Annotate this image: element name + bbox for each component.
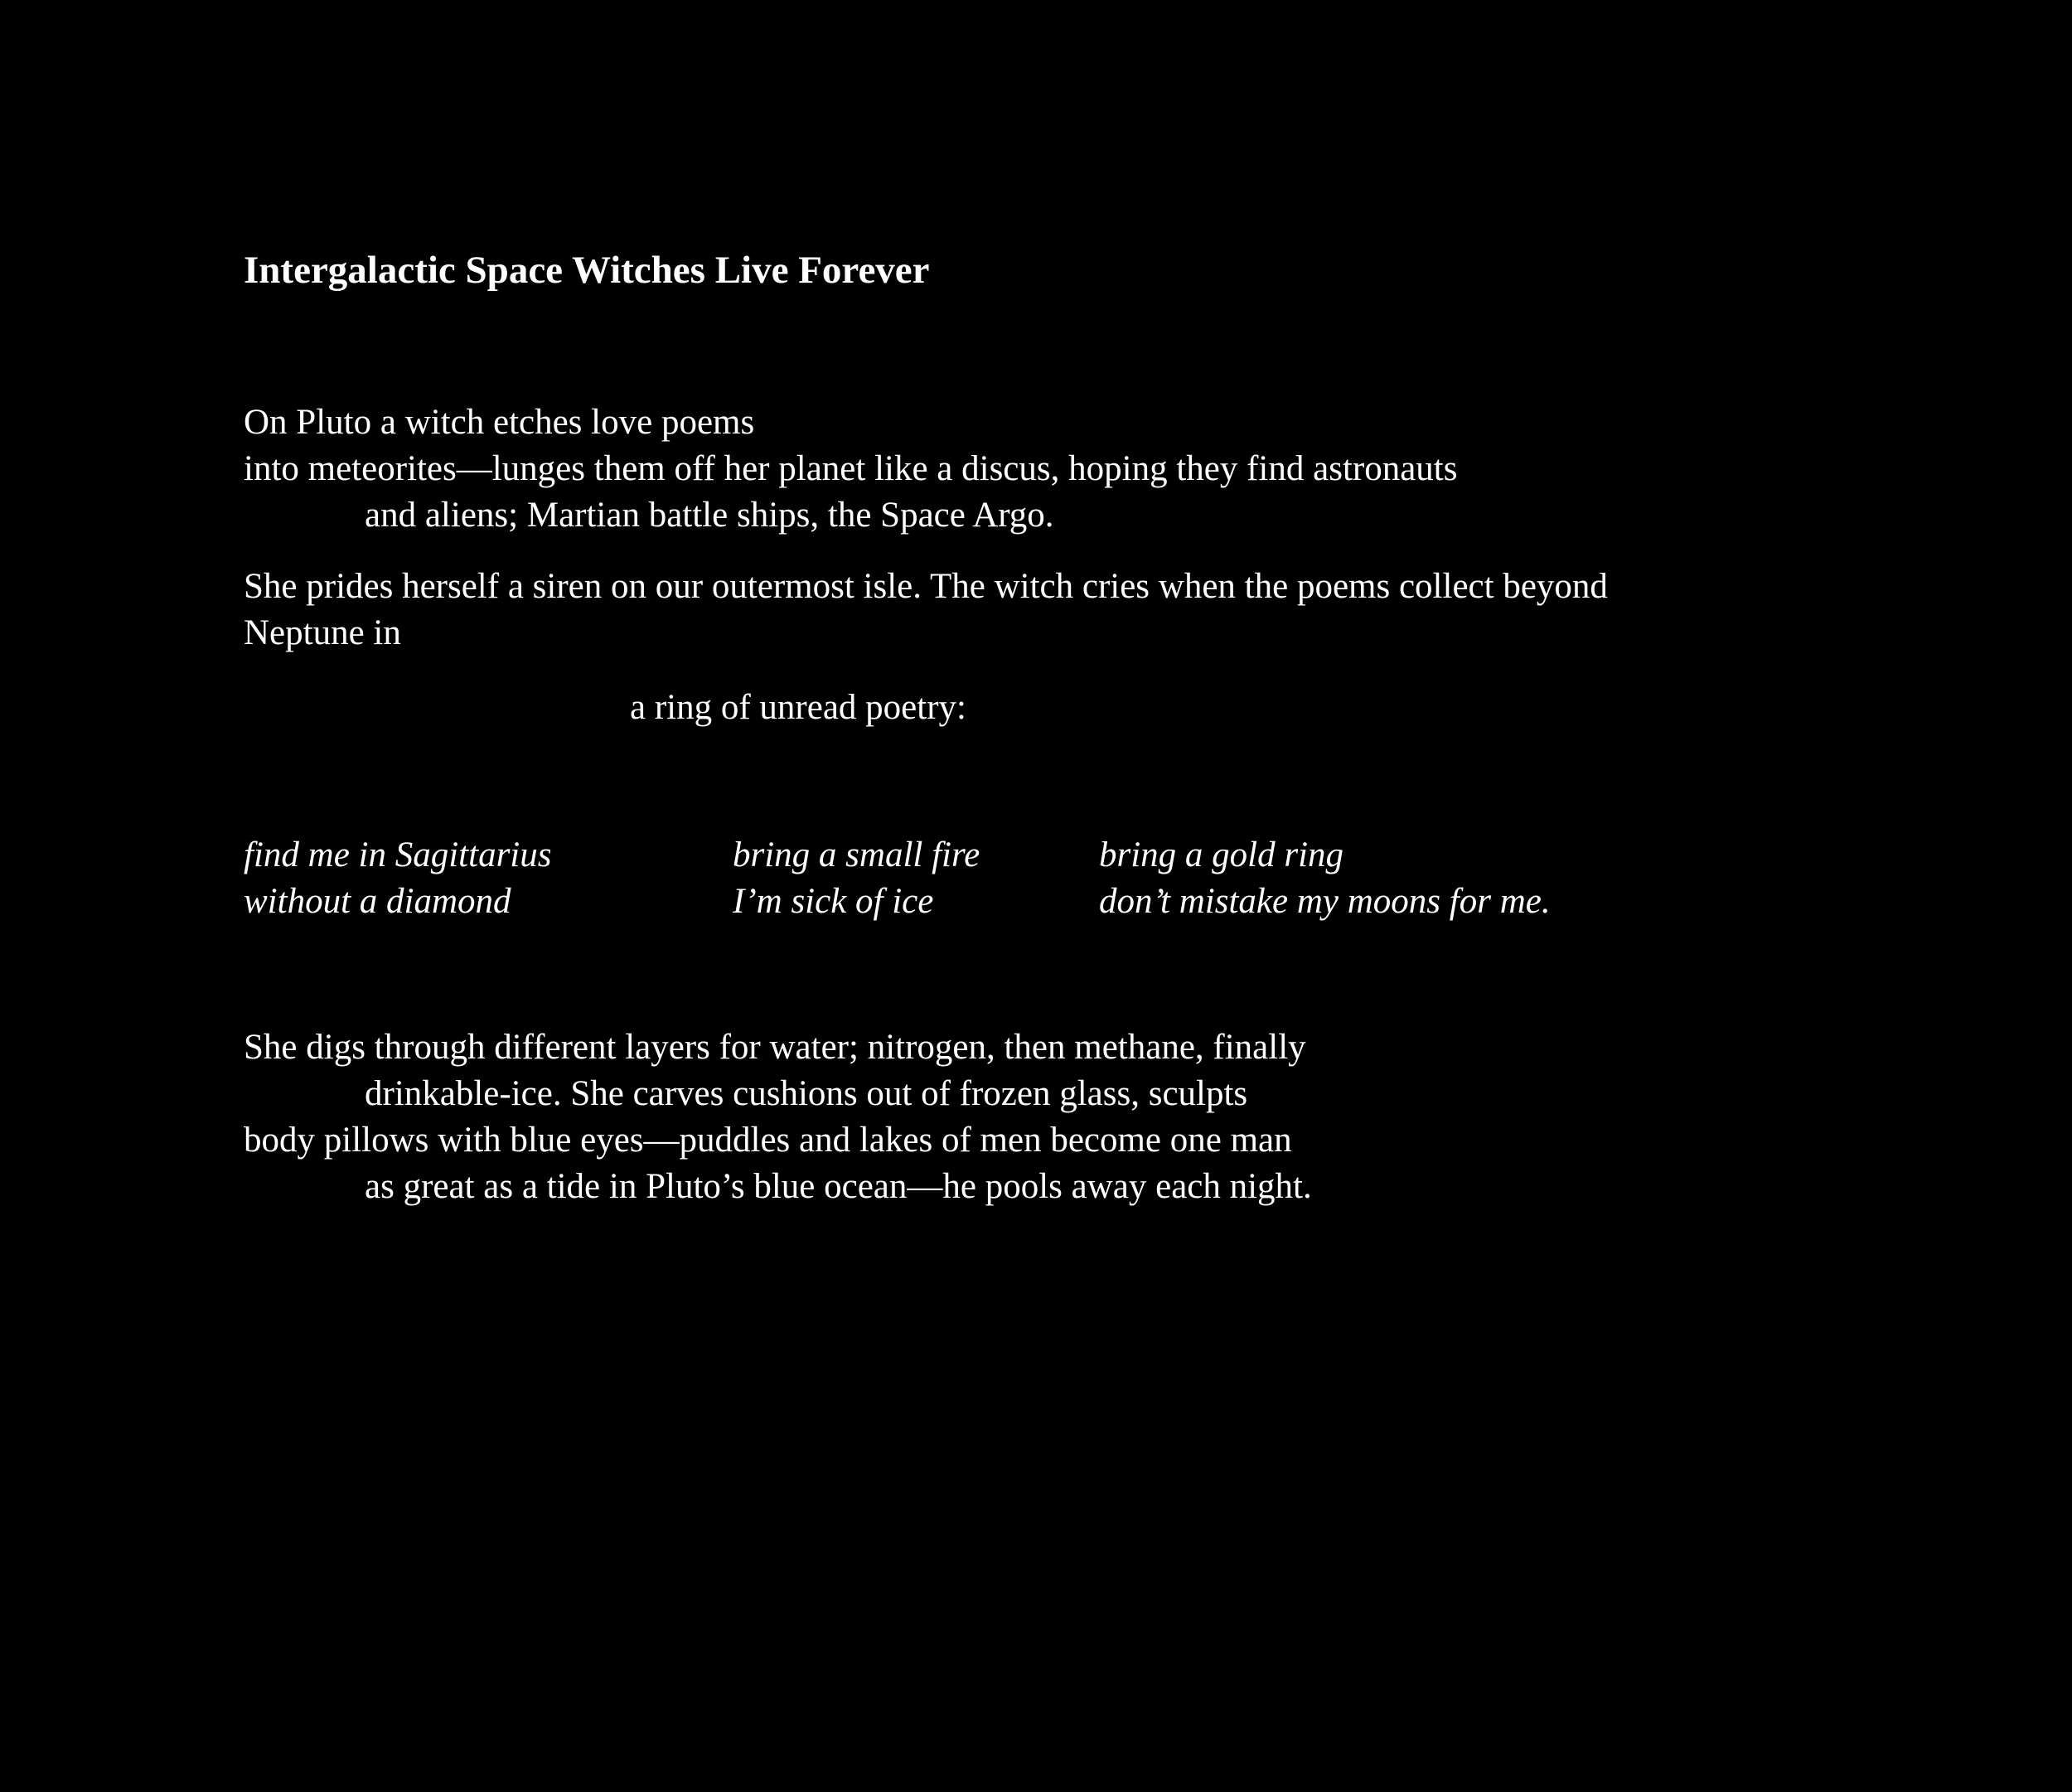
poem-line: a ring of unread poetry: <box>630 688 966 727</box>
ring-poem-line: don’t mistake my moons for me. <box>1099 882 1551 921</box>
ring-poem-line: find me in Sagittarius <box>244 835 552 874</box>
poem-line: She prides herself a siren on our outermost isle. The witch cries when the poems collect beyond <box>244 567 1608 606</box>
poem-line: body pillows with blue eyes—puddles and lakes of men become one man <box>244 1121 1292 1160</box>
poem-title: Intergalactic Space Witches Live Forever <box>244 249 930 292</box>
poem-line: as great as a tide in Pluto’s blue ocean—he pools away each night. <box>365 1167 1312 1206</box>
ring-poem-line: I’m sick of ice <box>733 882 934 921</box>
ring-poem-line: bring a small fire <box>733 835 980 874</box>
poem-line: She digs through different layers for water; nitrogen, then methane, finally <box>244 1028 1306 1067</box>
poem-line: into meteorites—lunges them off her planet like a discus, hoping they find astronauts <box>244 449 1458 488</box>
ring-poem-line: without a diamond <box>244 882 511 921</box>
poem-line: drinkable-ice. She carves cushions out of frozen glass, sculpts <box>365 1074 1248 1113</box>
poem-line: and aliens; Martian battle ships, the Space Argo. <box>365 496 1054 535</box>
poem-line: Neptune in <box>244 613 401 652</box>
ring-poem-line: bring a gold ring <box>1099 835 1344 874</box>
poem-line: On Pluto a witch etches love poems <box>244 403 755 442</box>
